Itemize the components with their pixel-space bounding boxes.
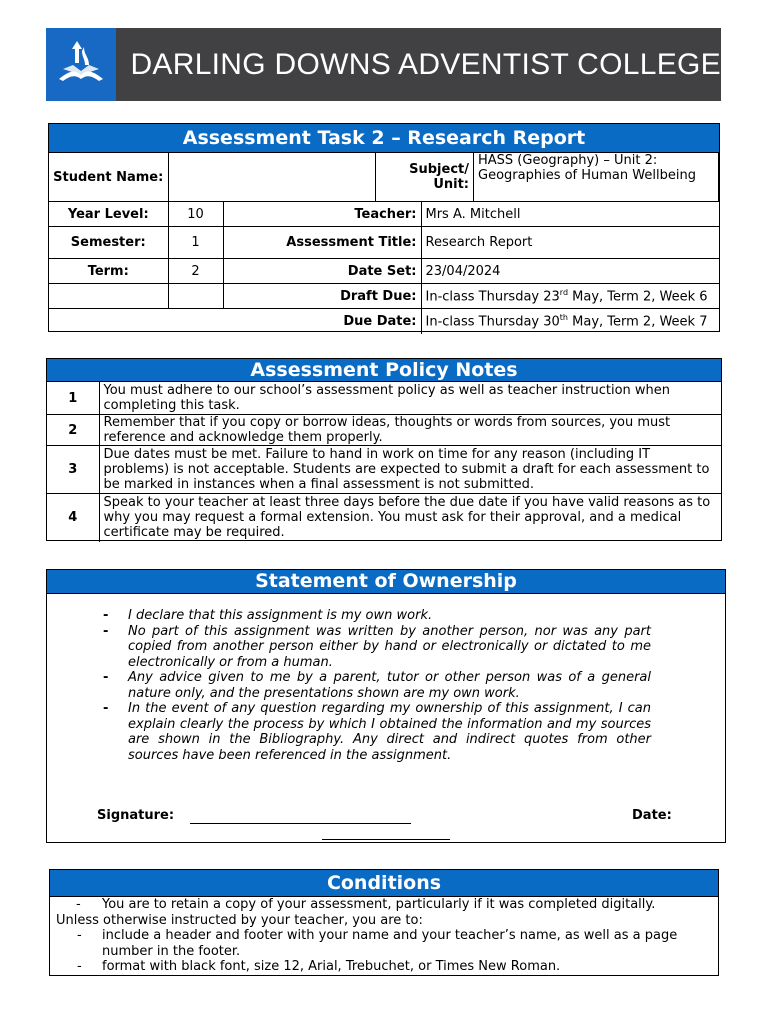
condition-item: - include a header and footer with your name and your teacher’s name, as well as a page number in the footer. [77, 928, 678, 959]
ownership-declarations [47, 608, 725, 763]
date-line[interactable] [322, 839, 450, 840]
term-label: Term: [49, 259, 168, 284]
assessment-title-label: Assessment Title: [223, 227, 421, 259]
due-date-label: Due Date: [49, 309, 421, 334]
ownership-title: Statement of Ownership [47, 570, 725, 594]
policy-number: 4 [47, 494, 99, 542]
policy-row [47, 415, 721, 446]
policy-text: Due dates must be met. Failure to hand in work on time for any reason (including IT problems) is not acceptable. Students are expected to submit a draft for each assessment to be marked in instances when a final assessment is not submitted. [99, 446, 721, 494]
policy-notes-table [47, 381, 721, 542]
policy-row [47, 446, 721, 494]
table-row [49, 153, 719, 202]
subject-label: Subject/ Unit: [376, 153, 474, 201]
policy-number: 3 [47, 446, 99, 494]
college-logo [46, 28, 116, 101]
college-name: DARLING DOWNS ADVENTIST COLLEGE [130, 47, 721, 81]
signature-label: Signature: [97, 808, 175, 823]
table-row [49, 227, 719, 259]
policy-number: 1 [47, 382, 99, 415]
table-row [49, 309, 719, 334]
draft-due-label: Draft Due: [223, 284, 421, 309]
conditions-section [49, 869, 719, 976]
semester-value: 1 [168, 227, 223, 259]
student-name-label: Student Name: [49, 153, 168, 202]
date-set-value: 23/04/2024 [421, 259, 719, 284]
year-level-label: Year Level: [49, 202, 168, 227]
signature-line[interactable] [190, 823, 411, 824]
list-item: - Any advice given to me by a parent, tutor or other person was of a general nature only, and the presentations shown are my own work. [103, 670, 651, 701]
assessment-task-section [48, 123, 720, 332]
conditions-title: Conditions [50, 870, 718, 897]
policy-number: 2 [47, 415, 99, 446]
term-value: 2 [168, 259, 223, 284]
list-item: - No part of this assignment was written by another person, nor was any part copied from another person either by hand or electronically or dictated to me electronically or from a human. [103, 623, 651, 670]
policy-text: Remember that if you copy or borrow ideas, thoughts or words from sources, you must reference and acknowledge them properly. [99, 415, 721, 446]
subject-value: HASS (Geography) – Unit 2: Geographies of Human Wellbeing [478, 153, 696, 183]
teacher-label: Teacher: [223, 202, 421, 227]
conditions-text [50, 897, 718, 975]
semester-label: Semester: [49, 227, 168, 259]
policy-notes-section [46, 358, 722, 541]
table-row [49, 202, 719, 227]
table-row [49, 259, 719, 284]
condition-line: Unless otherwise instructed by your teacher, you are to: [56, 912, 423, 928]
condition-item: - format with black font, size 12, Arial, Trebuchet, or Times New Roman. [77, 959, 561, 974]
policy-text: Speak to your teacher at least three days before the due date if you have valid reasons as to why you may request a formal extension. You must ask for their approval, and a medical certificate may be required. [99, 494, 721, 542]
teacher-value: Mrs A. Mitchell [421, 202, 719, 227]
assessment-task-title: Assessment Task 2 – Research Report [49, 124, 719, 153]
assessment-title-value: Research Report [421, 227, 719, 259]
date-set-label: Date Set: [223, 259, 421, 284]
list-item: - In the event of any question regarding my ownership of this assignment, I can explain clearly the process by which I obtained the information and my sources are shown in the Bibliography. Any direct and indirect quotes from other sources have been referenced in the assignment. [103, 701, 651, 763]
table-row [49, 284, 719, 309]
ownership-section [46, 569, 726, 843]
due-date-value: In-class Thursday 30th May, Term 2, Week 7 [421, 309, 719, 334]
draft-due-value: In-class Thursday 23rd May, Term 2, Week 6 [421, 284, 719, 309]
policy-text: You must adhere to our school’s assessment policy as well as teacher instruction when completing this task. [99, 382, 721, 415]
list-item: - I declare that this assignment is my own work. [103, 608, 433, 623]
condition-line: - You are to retain a copy of your assessment, particularly if it was completed digitally. [76, 897, 656, 912]
policy-row [47, 382, 721, 415]
college-banner [46, 28, 721, 101]
year-level-value: 10 [168, 202, 223, 227]
policy-notes-title: Assessment Policy Notes [47, 359, 721, 382]
student-name-field[interactable] [168, 153, 375, 202]
date-label: Date: [632, 808, 672, 823]
adventist-flame-book-icon [51, 35, 111, 95]
assessment-details-table [49, 152, 719, 334]
policy-row [47, 494, 721, 542]
